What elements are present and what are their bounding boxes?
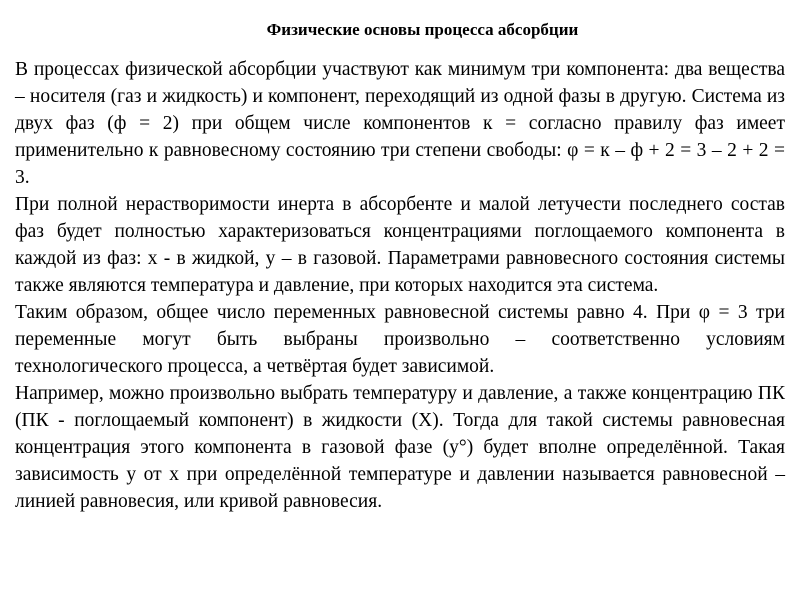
paragraph-phase-composition: При полной нерастворимости инерта в абсорбенте и малой летучести последнего состав фаз будет полностью характеризоваться концентрациями поглощаемого компонента в каждой из фаз: х - в жидкой, у – в газовой. Параметрами равновесного состояния системы также являются температура и давление, при которых находится эта система. — [15, 194, 785, 296]
slide-title: Физические основы процесса абсорбции — [266, 20, 579, 39]
paragraph-phase-rule: В процессах физической абсорбции участвуют как минимум три компонента: два вещества – носителя (газ и жидкость) и компонент, переходящий из одной фазы в другую. Система из двух фаз (ф = 2) при общем числе компонентов к = согласно правилу фаз имеет применительно к равновесному состоянию три степени свободы: φ = к – ф + 2 = 3 – 2 + 2 = 3. — [15, 59, 785, 188]
paragraph-variables-count: Таким образом, общее число переменных равновесной системы равно 4. При φ = 3 три переменные могут быть выбраны произвольно – соответственно условиям технологического процесса, а четвёртая будет зависимой. — [15, 302, 785, 377]
slide-body — [15, 56, 785, 515]
paragraph-equilibrium-curve: Например, можно произвольно выбрать температуру и давление, а также концентрацию ПК (ПК - поглощаемый компонент) в жидкости (Х). Тогда для такой системы равновесная концентрация этого компонента в газовой фазе (у°) будет вполне определённой. Такая зависимость у от х при определённой температуре и давлении называется равновесной – линией равновесия, или кривой равновесия. — [15, 383, 785, 512]
